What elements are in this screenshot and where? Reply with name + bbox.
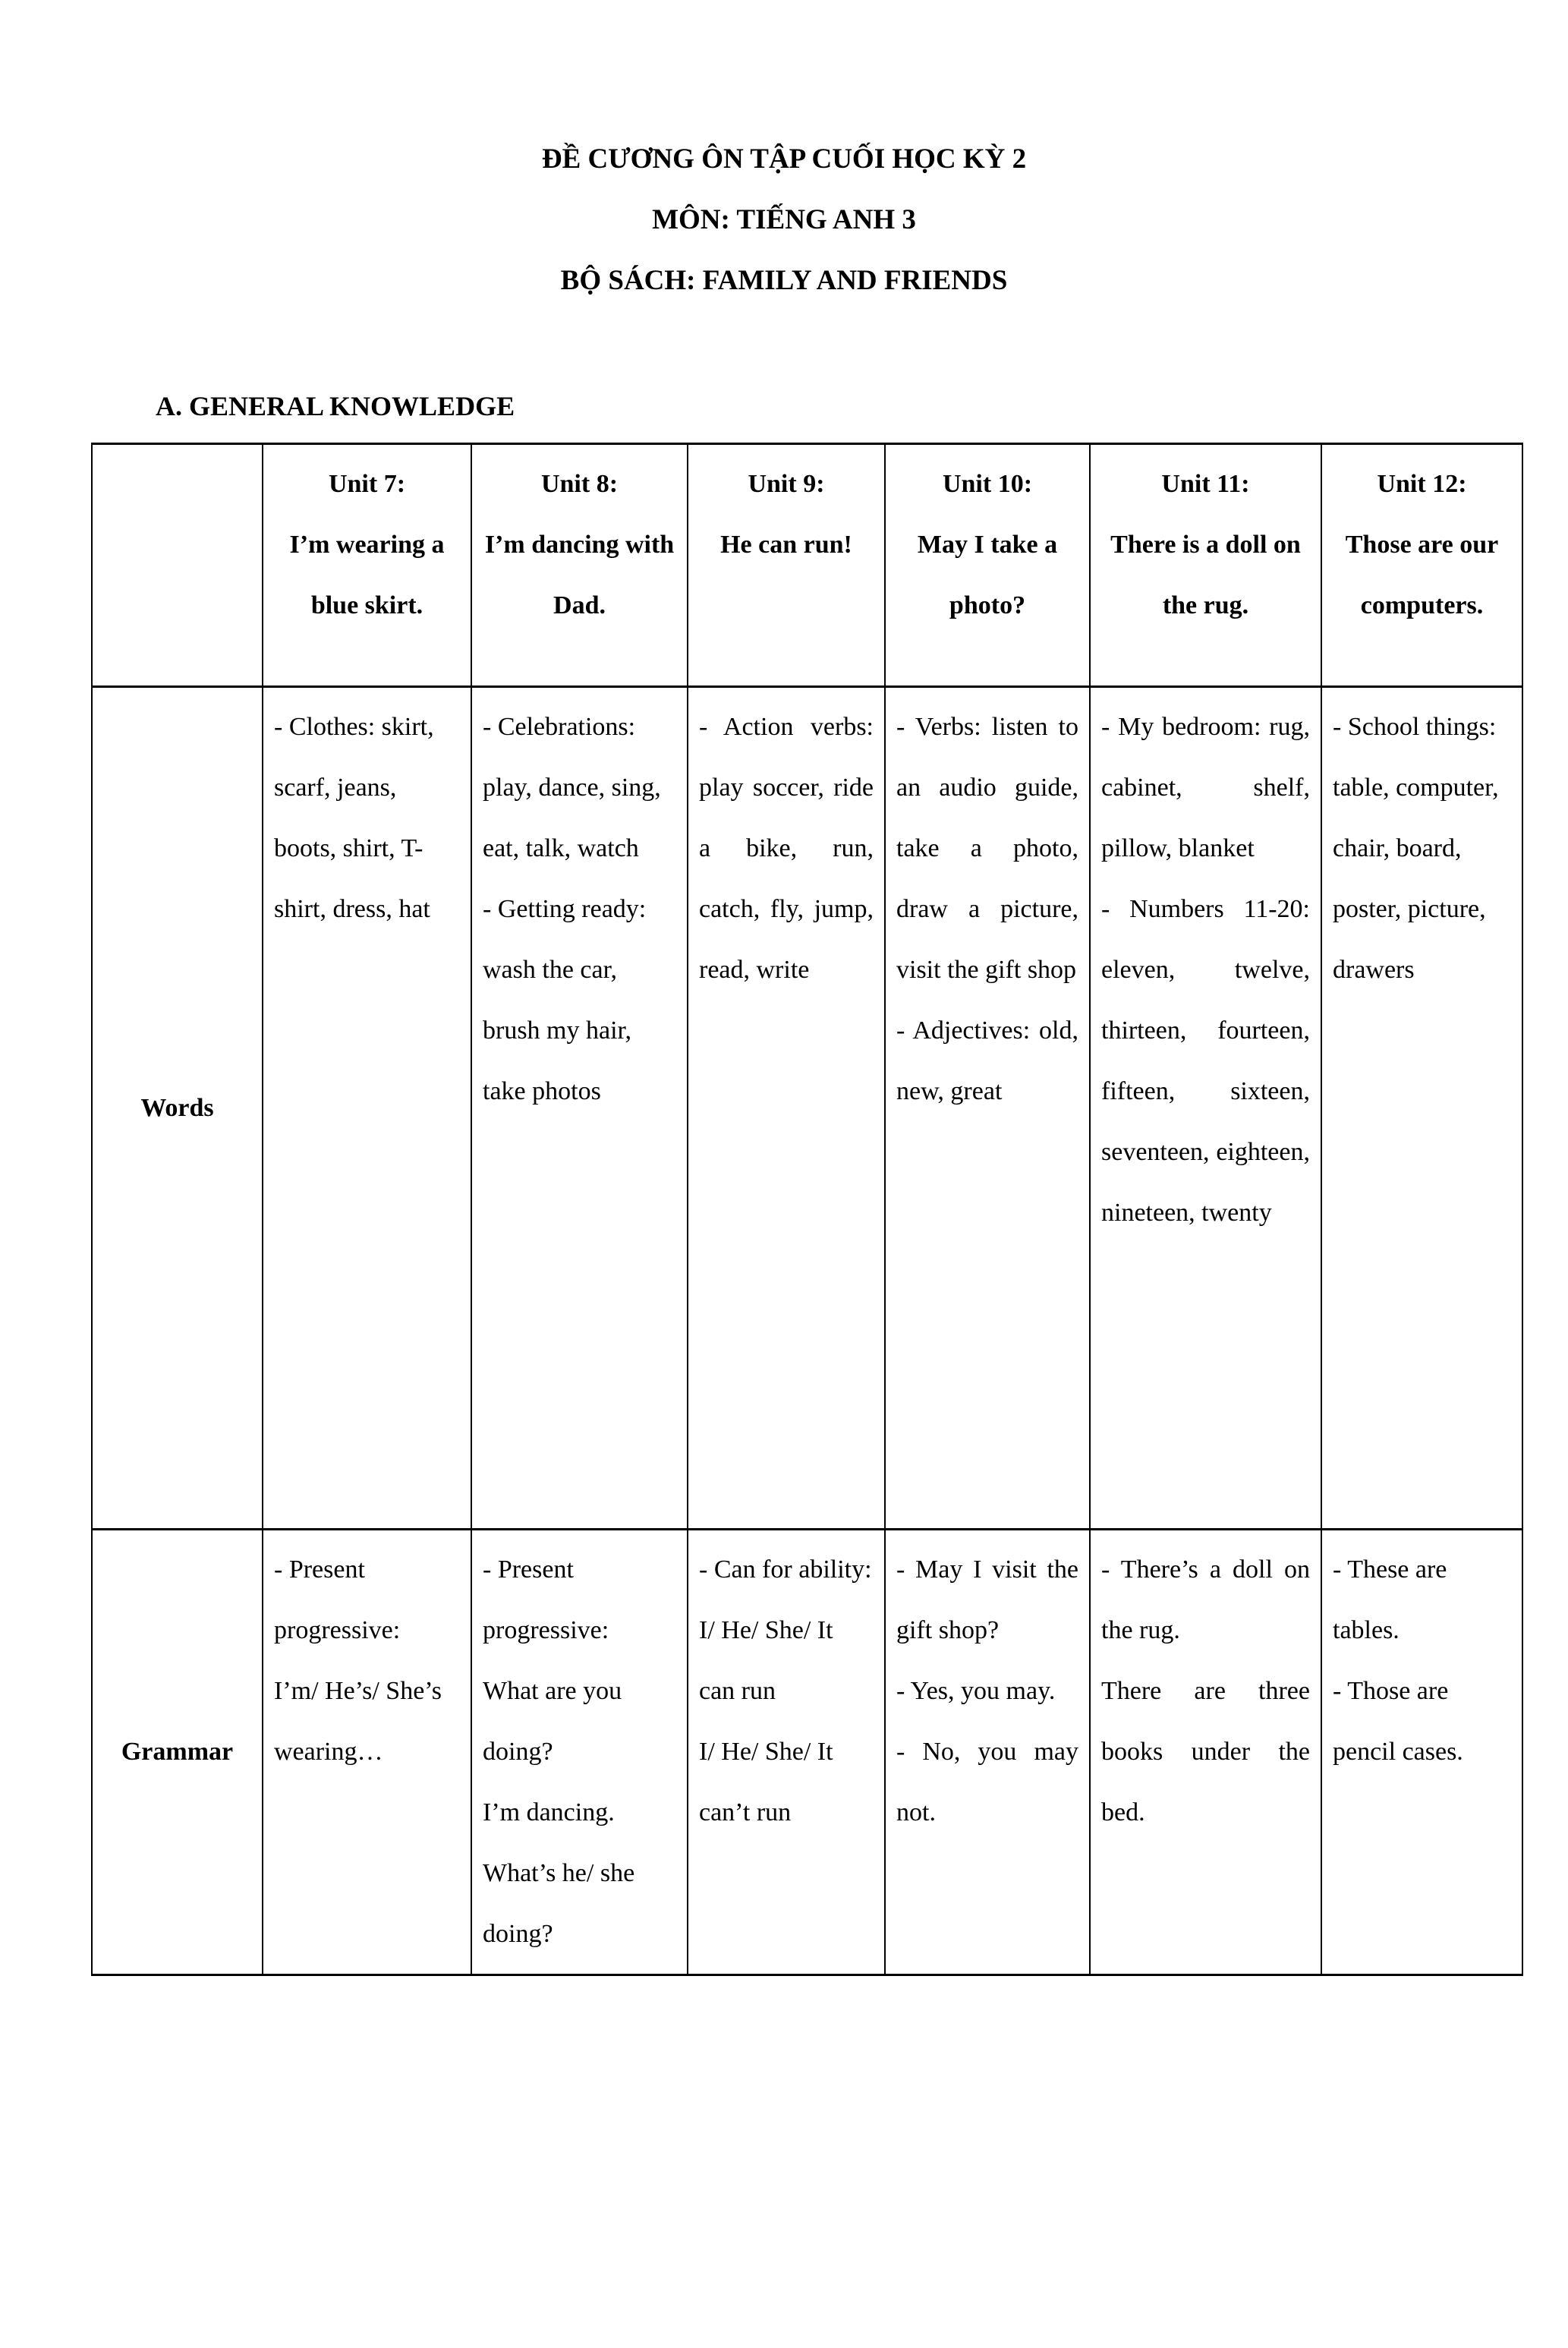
title-line-1: ĐỀ CƯƠNG ÔN TẬP CUỐI HỌC KỲ 2 [541,143,1027,175]
unit7-words-cell: - Clothes: skirt, scarf, jeans, boots, shirt, T-shirt, dress, hat [263,687,471,1530]
unit8-header-cell [471,444,688,687]
unit12-title: Those are our computers. [1345,531,1499,619]
unit10-words-cell: - Verbs: listen to an audio guide, take a photo, draw a picture, visit the gift shop - Adjectives: old, new, great [885,687,1090,1530]
unit10-title: May I take a photo? [917,531,1058,619]
unit12-grammar-cell: - These are tables. - Those are pencil cases. [1321,1530,1522,1975]
grammar-row [92,1530,1522,1975]
section-heading: A. GENERAL KNOWLEDGE [156,391,515,421]
unit10-label: Unit 10: [942,470,1033,498]
document-page [0,129,1568,1976]
unit9-label: Unit 9: [748,470,825,498]
unit11-label: Unit 11: [1161,470,1250,498]
unit9-title: He can run! [720,531,852,559]
unit8-grammar-cell: - Present progressive: What are you doing? I’m dancing. What’s he/ she doing? [471,1530,688,1975]
corner-cell [92,444,263,687]
unit8-title: I’m dancing with Dad. [484,531,675,619]
unit12-words-cell: - School things: table, computer, chair, board, poster, picture, drawers [1321,687,1522,1530]
grammar-row-label: Grammar [92,1530,263,1975]
title-line-3: BỘ SÁCH: FAMILY AND FRIENDS [560,265,1008,296]
unit10-header-cell [885,444,1090,687]
unit7-grammar-cell: - Present progressive: I’m/ He’s/ She’s wearing… [263,1530,471,1975]
unit11-grammar-cell: - There’s a doll on the rug. There are three books under the bed. [1090,1530,1321,1975]
unit9-words-cell: - Action verbs: play soccer, ride a bike, run, catch, fly, jump, read, write [688,687,885,1530]
unit8-label: Unit 8: [540,470,619,498]
unit11-words-cell: - My bedroom: rug, cabinet, shelf, pillow, blanket - Numbers 11-20: eleven, twelve, thirteen, fourteen, fifteen, sixteen, seventeen, eighteen, nineteen, twenty [1090,687,1321,1530]
words-row [92,687,1522,1530]
unit10-grammar-cell: - May I visit the gift shop? - Yes, you may. - No, you may not. [885,1530,1090,1975]
unit9-header-cell [688,444,885,687]
unit12-label: Unit 12: [1377,470,1467,498]
unit8-words-cell: - Celebrations: play, dance, sing, eat, talk, watch - Getting ready: wash the car, brush my hair, take photos [471,687,688,1530]
title-line-2: MÔN: TIẾNG ANH 3 [652,204,916,235]
unit12-header-cell [1321,444,1522,687]
document-title [0,129,1568,311]
words-row-label: Words [92,687,263,1530]
unit7-label: Unit 7: [328,470,406,498]
unit7-title: I’m wearing a blue skirt. [289,531,445,619]
unit11-header-cell [1090,444,1321,687]
unit9-grammar-cell: - Can for ability: I/ He/ She/ It can run I/ He/ She/ It can’t run [688,1530,885,1975]
knowledge-table [91,443,1523,1976]
unit11-title: There is a doll on the rug. [1110,531,1301,619]
table-header-row [92,444,1522,687]
unit7-header-cell [263,444,471,687]
